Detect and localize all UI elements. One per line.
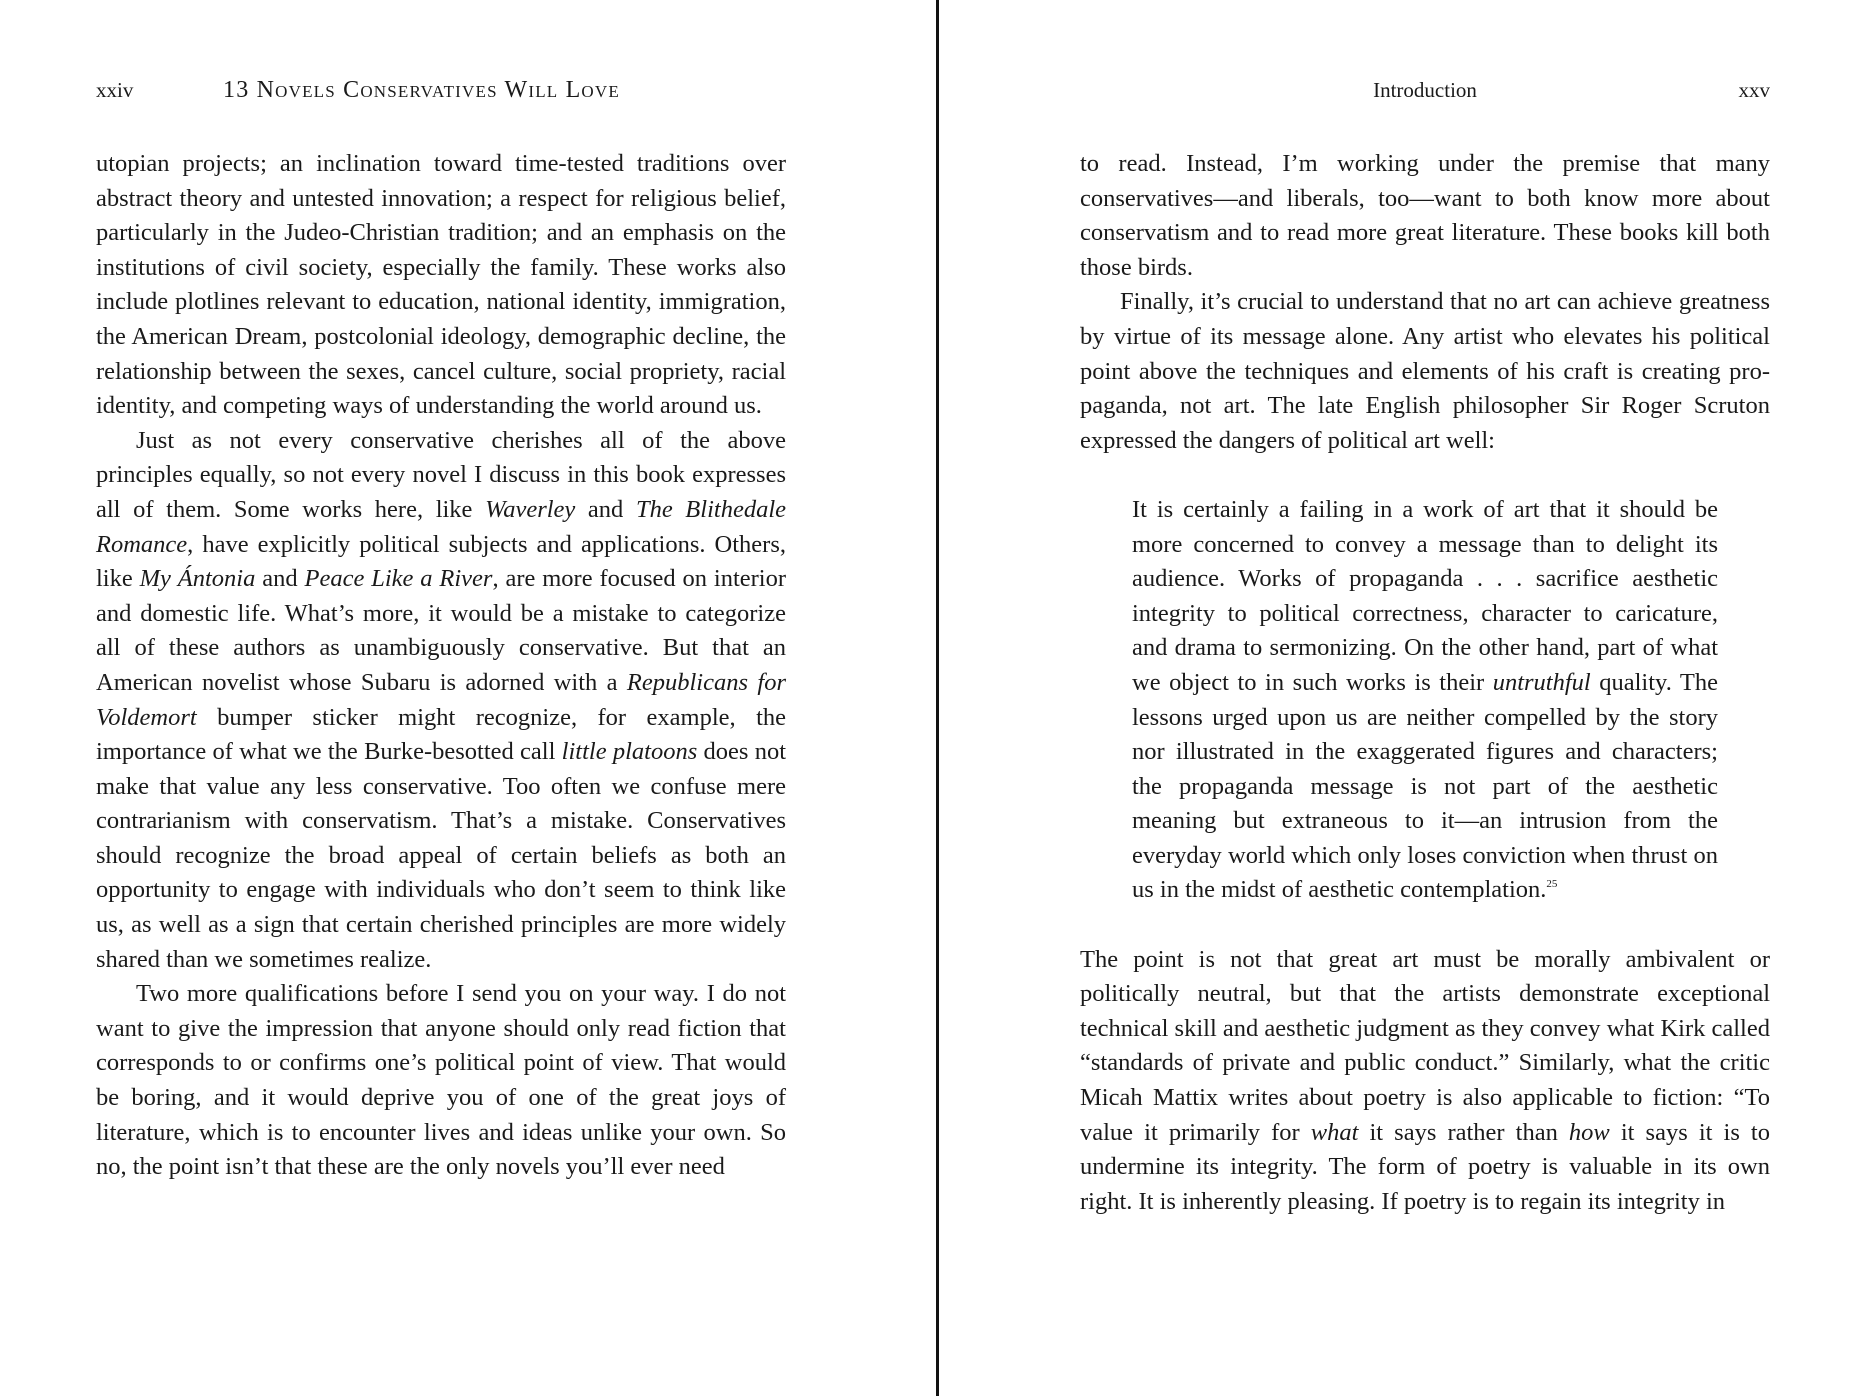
page-number: xxiv [96, 78, 134, 102]
running-head-right [1080, 75, 1770, 105]
italic-text: little platoons [561, 738, 698, 766]
body-text-left [96, 147, 786, 1185]
block-quote: It is certainly a failing in a work of art that it should be more concerned to convey a message than to delight its audience. Works of propaganda . . . sacrifice aesthetic integrity to political correctness, character to caricature, and drama to sermonizing. On the other hand, part of what we object to in such works is their untruthful quality. The lessons urged upon us are neither compelled by the story nor illustrated in the exaggerated figures and characters; the propaganda message is not part of the aesthetic meaning but extraneous to it—an intrusion from the everyday world which only loses conviction when thrust on us in the midst of aesthetic contemplation.$^{25}$ [1132, 495, 1718, 904]
right-page [1080, 0, 1770, 1396]
italic-text: Peace Like a River [304, 565, 493, 593]
italic-text: My Ántonia [139, 565, 256, 593]
page-gutter-divider [936, 0, 939, 1396]
italic-text: untruthful [1492, 668, 1591, 696]
italic-text: Republicans for Voldemort [96, 668, 786, 731]
italic-text: what [1310, 1118, 1359, 1146]
italic-text: Waverley [485, 495, 576, 523]
left-page [96, 0, 786, 1396]
running-title-book: 13 Novels Conservatives Will Love [223, 77, 620, 103]
italic-text: how [1568, 1118, 1610, 1146]
page-number: xxv [1738, 78, 1770, 102]
italic-text: The Blithedale Romance [96, 495, 786, 558]
body-text-right [1080, 147, 1770, 1219]
paragraph: Finally, it’s crucial to understand that no art can achieve greatness by virtue of its message alone. Any artist who elevates his political point above the techniques and elements of his craft is creating propaganda, not art. The late English philosopher Sir Roger Scruton expressed the dangers of political art well: [1080, 288, 1770, 454]
paragraph: The point is not that great art must be morally ambivalent or politically neutral, but that the artists demonstrate exceptional technical skill and aesthetic judgment as they convey what Kirk called “standards of private and public conduct.” Similarly, what the critic Micah Mattix writes about poetry is also applicable to fiction: “To value it primarily for what it says rather than how it says it is to undermine its integrity. The form of poetry is valuable in its own right. It is inherently pleasing. If poetry is to regain its integrity in [1080, 945, 1770, 1215]
paragraph: utopian projects; an inclination toward time-tested traditions over abstract theory and untested innovation; a respect for religious belief, particularly in the Judeo-Christian tradition; and an emphasis on the institutions of civil society, especially the family. These works also include plotlines relevant to education, national identity, immigration, the American Dream, postcolonial ideology, demographic decline, the relationship between the sexes, cancel culture, social propriety, racial identity, and competing ways of understanding the world around us. [96, 150, 786, 420]
paragraph: Two more qualifications before I send you on your way. I do not want to give the impression that anyone should only read fiction that corresponds to or confirms one’s political point of view. That would be boring, and it would deprive you of one of the great joys of literature, which is to encounter lives and ideas unlike your own. So no, the point isn’t that these are the only novels you’ll ever need [96, 980, 786, 1181]
running-head-left [96, 75, 786, 105]
footnote-reference: 25 [1546, 878, 1558, 891]
running-title-chapter: Introduction [1373, 78, 1477, 102]
paragraph: to read. Instead, I’m working under the premise that many conservatives—and liberals, too—want to both know more about conservatism and to read more great literature. These books kill both those birds. [1080, 150, 1770, 281]
paragraph: Just as not every conservative cherishes all of the above principles equally, so not every novel I discuss in this book expresses all of them. Some works here, like Waverley and The Blithedale Romance, have explicitly political subjects and applications. Others, like My Ántonia and Peace Like a River, are more focused on interior and domestic life. What’s more, it would be a mistake to categorize all of these authors as unambiguously conservative. But that an American novelist whose Subaru is adorned with a Republicans for Voldemort bumper sticker might recognize, for example, the importance of what we the Burke-besotted call little platoons does not make that value any less conservative. Too often we confuse mere contrarianism with conservatism. That’s a mistake. Conservatives should recognize the broad appeal of certain beliefs as both an opportunity to engage with individuals who don’t seem to think like us, as well as a sign that certain cherished principles are more widely shared than we sometimes realize. [96, 426, 787, 973]
